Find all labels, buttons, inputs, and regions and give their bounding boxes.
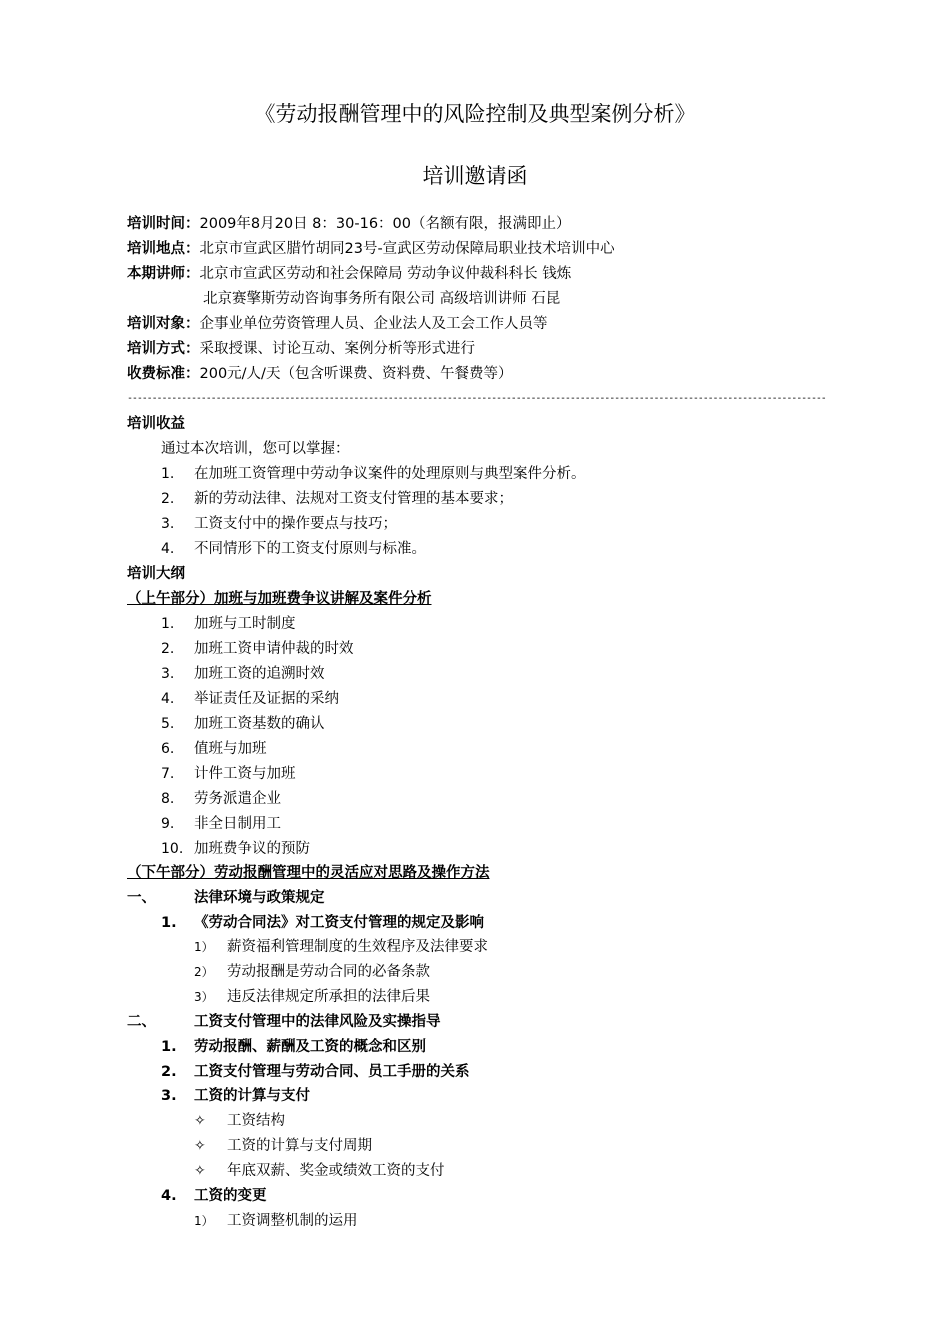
section-2-item-number: 1.	[161, 1039, 177, 1055]
section-2-item: 工资支付管理与劳动合同、员工手册的关系	[194, 1064, 470, 1080]
morning-item-number: 10.	[161, 841, 184, 857]
benefit-item: 不同情形下的工资支付原则与标准。	[194, 541, 426, 557]
info-lecturer-label: 本期讲师：	[127, 266, 200, 282]
benefit-number: 4.	[161, 541, 175, 557]
info-fee	[127, 364, 512, 384]
info-place	[127, 239, 615, 259]
point-item: 劳动报酬是劳动合同的必备条款	[227, 964, 430, 980]
section-2-item-number: 4.	[161, 1188, 177, 1204]
morning-item-number: 7.	[161, 766, 175, 782]
section-1-sub-number: 1.	[161, 915, 177, 931]
point-item: 工资调整机制的运用	[227, 1213, 358, 1229]
morning-item-number: 1.	[161, 616, 175, 632]
section-2-item: 工资的计算与支付	[194, 1088, 310, 1104]
document-title: 《劳动报酬管理中的风险控制及典型案例分析》	[254, 102, 696, 126]
benefits-intro: 通过本次培训，您可以掌握：	[161, 441, 350, 457]
benefit-number: 3.	[161, 516, 175, 532]
point-item: 薪资福利管理制度的生效程序及法律要求	[227, 939, 488, 955]
diamond-bullet-icon: ✧	[194, 1113, 206, 1129]
point-number: 1）	[194, 940, 214, 954]
outline-heading: 培训大纲	[127, 566, 185, 582]
point-number: 2）	[194, 965, 214, 979]
diamond-bullet-icon: ✧	[194, 1163, 206, 1179]
info-time	[127, 214, 571, 234]
morning-item: 加班费争议的预防	[194, 841, 310, 857]
morning-item: 加班工资基数的确认	[194, 716, 325, 732]
morning-item: 劳务派遣企业	[194, 791, 281, 807]
morning-item: 加班工资的追溯时效	[194, 666, 325, 682]
info-place-value: 北京市宣武区腊竹胡同23号-宣武区劳动保障局职业技术培训中心	[199, 241, 615, 257]
info-time-value: 2009年8月20日 8：30-16：00（名额有限，报满即止）	[199, 216, 571, 232]
info-audience-label: 培训对象：	[127, 316, 200, 332]
morning-item-number: 4.	[161, 691, 175, 707]
info-lecturer-value-2: 北京赛擎斯劳动咨询事务所有限公司 高级培训讲师 石昆	[203, 291, 561, 307]
morning-item-number: 2.	[161, 641, 175, 657]
morning-item: 加班与工时制度	[194, 616, 296, 632]
section-2-title: 工资支付管理中的法律风险及实操指导	[194, 1014, 441, 1030]
info-lecturer-value-1: 北京市宣武区劳动和社会保障局 劳动争议仲裁科科长 钱炼	[199, 266, 572, 282]
info-fee-value: 200元/人/天（包含听课费、资料费、午餐费等）	[199, 366, 513, 382]
info-audience	[127, 314, 548, 334]
section-2-item: 工资的变更	[194, 1188, 267, 1204]
info-method	[127, 339, 475, 359]
diamond-item: 年底双薪、奖金或绩效工资的支付	[227, 1163, 445, 1179]
section-1-number: 一、	[127, 890, 156, 906]
benefit-item: 在加班工资管理中劳动争议案件的处理原则与典型案件分析。	[194, 466, 586, 482]
dashed-divider: ----------------------------------------------------------------------------------------------------------------------------------------------	[127, 393, 826, 404]
info-time-label: 培训时间：	[127, 216, 200, 232]
diamond-item: 工资结构	[227, 1113, 285, 1129]
document-subtitle: 培训邀请函	[422, 164, 528, 188]
section-2-item-number: 2.	[161, 1064, 177, 1080]
benefits-heading: 培训收益	[127, 416, 185, 432]
section-1-sub-title: 《劳动合同法》对工资支付管理的规定及影响	[194, 915, 484, 931]
info-method-value: 采取授课、讨论互动、案例分析等形式进行	[199, 341, 475, 357]
point-item: 违反法律规定所承担的法律后果	[227, 989, 430, 1005]
morning-item: 加班工资申请仲裁的时效	[194, 641, 354, 657]
section-2-item-number: 3.	[161, 1088, 177, 1104]
morning-item-number: 3.	[161, 666, 175, 682]
diamond-bullet-icon: ✧	[194, 1138, 206, 1154]
info-audience-value: 企事业单位劳资管理人员、企业法人及工会工作人员等	[199, 316, 548, 332]
info-place-label: 培训地点：	[127, 241, 200, 257]
section-2-item: 劳动报酬、薪酬及工资的概念和区别	[194, 1039, 426, 1055]
benefit-item: 新的劳动法律、法规对工资支付管理的基本要求；	[194, 491, 513, 507]
section-2-number: 二、	[127, 1014, 156, 1030]
morning-item-number: 8.	[161, 791, 175, 807]
morning-item-number: 9.	[161, 816, 175, 832]
section-1-title: 法律环境与政策规定	[194, 890, 325, 906]
benefit-item: 工资支付中的操作要点与技巧；	[194, 516, 397, 532]
morning-section-title: （上午部分）加班与加班费争议讲解及案件分析	[127, 591, 432, 607]
benefit-number: 1.	[161, 466, 175, 482]
afternoon-section-title: （下午部分）劳动报酬管理中的灵活应对思路及操作方法	[127, 865, 490, 881]
point-number: 3）	[194, 990, 214, 1004]
diamond-item: 工资的计算与支付周期	[227, 1138, 372, 1154]
morning-item: 非全日制用工	[194, 816, 281, 832]
benefit-number: 2.	[161, 491, 175, 507]
morning-item-number: 5.	[161, 716, 175, 732]
morning-item: 计件工资与加班	[194, 766, 296, 782]
morning-item-number: 6.	[161, 741, 175, 757]
morning-item: 举证责任及证据的采纳	[194, 691, 339, 707]
morning-item: 值班与加班	[194, 741, 267, 757]
info-lecturer	[127, 264, 571, 284]
info-method-label: 培训方式：	[127, 341, 200, 357]
info-fee-label: 收费标准：	[127, 366, 200, 382]
point-number: 1）	[194, 1214, 214, 1228]
